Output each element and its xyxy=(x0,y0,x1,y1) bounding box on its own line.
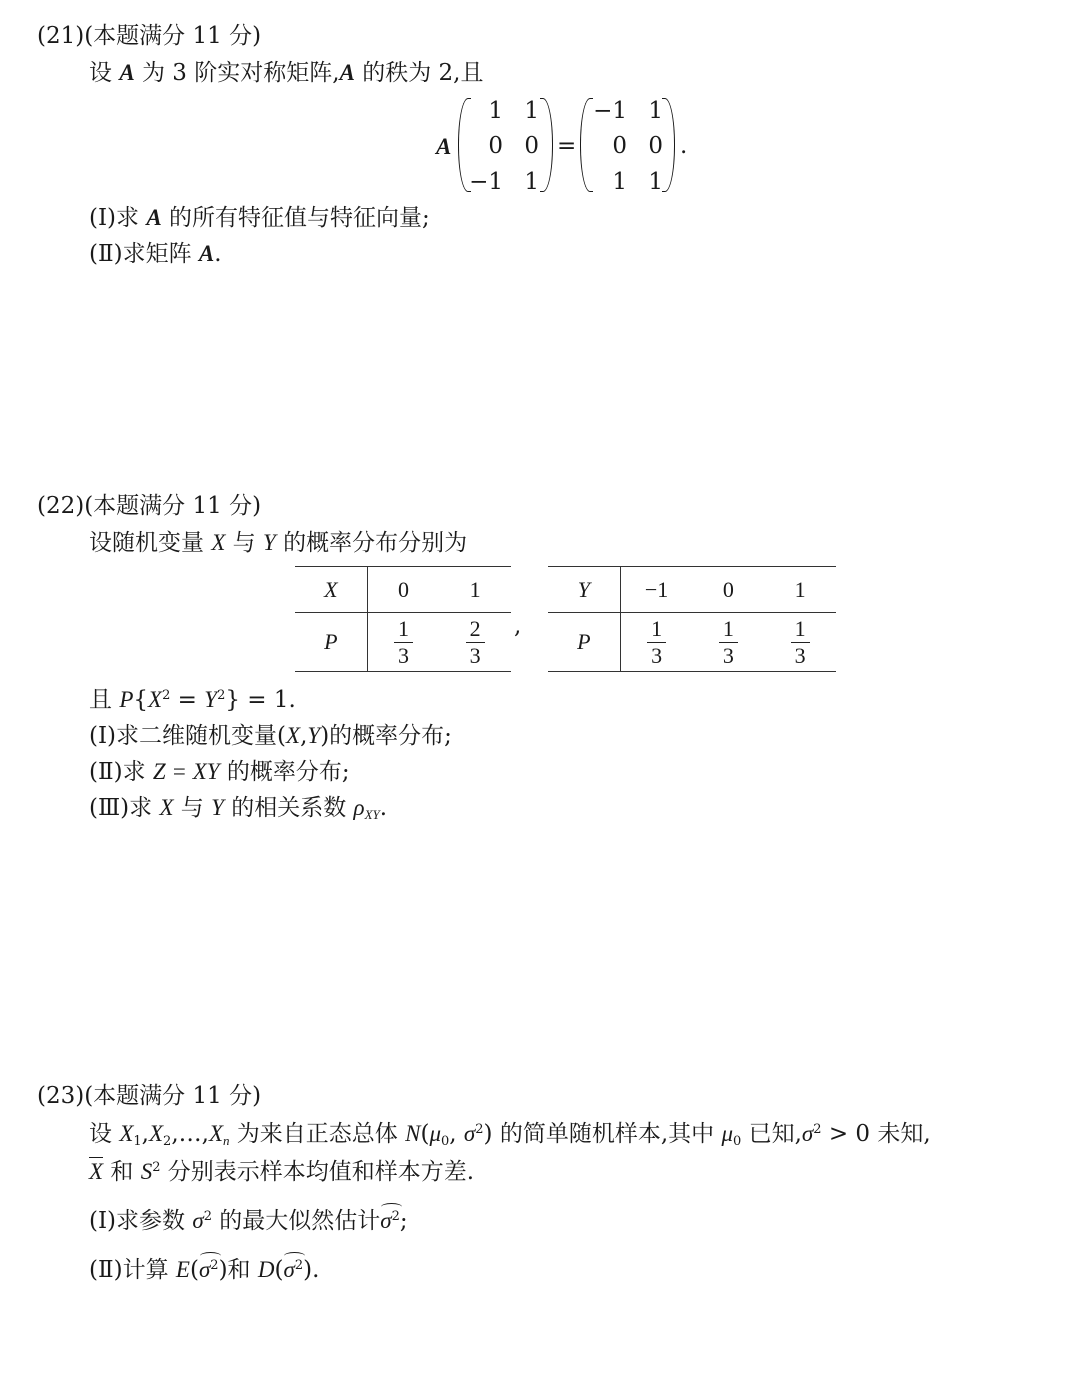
x-distribution-table xyxy=(295,566,511,672)
right-matrix-cell: 1 xyxy=(648,98,663,124)
q22-part3: (Ⅲ)求 X 与 Y 的相关系数 $\rho_{XY}$. xyxy=(89,795,388,822)
right-matrix-cell: 0 xyxy=(612,133,627,159)
q22-part2: (Ⅱ)求 Z = XY 的概率分布; xyxy=(89,759,350,785)
matrix-label: A xyxy=(436,134,452,159)
table-header-value: 1 xyxy=(439,567,511,613)
tables-separator-comma: , xyxy=(514,613,522,639)
left-matrix-cell: 1 xyxy=(488,98,503,124)
sigma-hat: $\sigma^2$ xyxy=(380,1208,400,1233)
q22-header: (22)(本题满分 11 分) xyxy=(37,493,262,519)
y-distribution-table xyxy=(548,566,836,672)
q21-part1: (Ⅰ)求 A 的所有特征值与特征向量; xyxy=(89,205,430,231)
q22-condition: 且 $P\{X^2 = Y^2\} = 1$. xyxy=(89,687,296,713)
right-matrix-cell: −1 xyxy=(593,98,627,124)
sigma-hat: $\sigma^2$ xyxy=(198,1257,219,1282)
right-matrix-cell: 0 xyxy=(648,133,663,159)
q22-part1: (Ⅰ)求二维随机变量(X,Y)的概率分布; xyxy=(89,723,452,749)
table-p-label: P xyxy=(548,613,620,672)
left-matrix-cell: 0 xyxy=(524,133,539,159)
q21-part2: (Ⅱ)求矩阵 A. xyxy=(89,241,222,267)
equation-period: . xyxy=(680,133,688,159)
table-header-var: Y xyxy=(548,567,620,613)
table-prob: $\frac{2}{3}$ xyxy=(439,613,511,672)
left-matrix-cell: 0 xyxy=(488,133,503,159)
q21-statement: 设 A 为 3 阶实对称矩阵,A 的秩为 2,且 xyxy=(89,60,484,86)
q23-header: (23)(本题满分 11 分) xyxy=(37,1083,262,1109)
sigma-hat: $\sigma^2$ xyxy=(283,1257,304,1282)
right-matrix-cell: 1 xyxy=(648,169,663,195)
table-header-value: 0 xyxy=(367,567,439,613)
q23-statement-line2: X 和 $S^2$ 分别表示样本均值和样本方差. xyxy=(89,1159,475,1185)
q23-part2: (Ⅱ)计算 $E(\sigma^2)$和 $D(\sigma^2)$. xyxy=(89,1257,320,1283)
q23-part1: (Ⅰ)求参数 $\sigma^2$ 的最大似然估计$\sigma^2$; xyxy=(89,1208,408,1234)
q21-header: (21)(本题满分 11 分) xyxy=(37,23,262,49)
left-matrix-cell: −1 xyxy=(469,169,503,195)
table-prob: $\frac{1}{3}$ xyxy=(620,613,692,672)
x-bar: X xyxy=(89,1159,104,1184)
right-matrix-cell: 1 xyxy=(612,169,627,195)
table-prob: $\frac{1}{3}$ xyxy=(764,613,836,672)
table-p-label: P xyxy=(295,613,367,672)
table-prob: $\frac{1}{3}$ xyxy=(692,613,764,672)
table-header-value: −1 xyxy=(620,567,692,613)
left-matrix-close-paren xyxy=(540,98,553,192)
table-prob: $\frac{1}{3}$ xyxy=(367,613,439,672)
q23-statement-line1: 设 $X_1,X_2,\dots,X_n$ 为来自正态总体 $N(\mu_0$, $\sigma^2$) 的简单随机样本,其中 $\mu_0$ 已知$,\sigma^2 > 0$ 未知, xyxy=(89,1121,931,1149)
left-matrix-cell: 1 xyxy=(524,169,539,195)
table-header-var: X xyxy=(295,567,367,613)
right-matrix-close-paren xyxy=(662,98,675,192)
left-matrix-cell: 1 xyxy=(524,98,539,124)
table-header-value: 1 xyxy=(764,567,836,613)
q22-statement: 设随机变量 X 与 Y 的概率分布分别为 xyxy=(89,530,468,556)
equals-sign: = xyxy=(557,133,577,159)
table-header-value: 0 xyxy=(692,567,764,613)
